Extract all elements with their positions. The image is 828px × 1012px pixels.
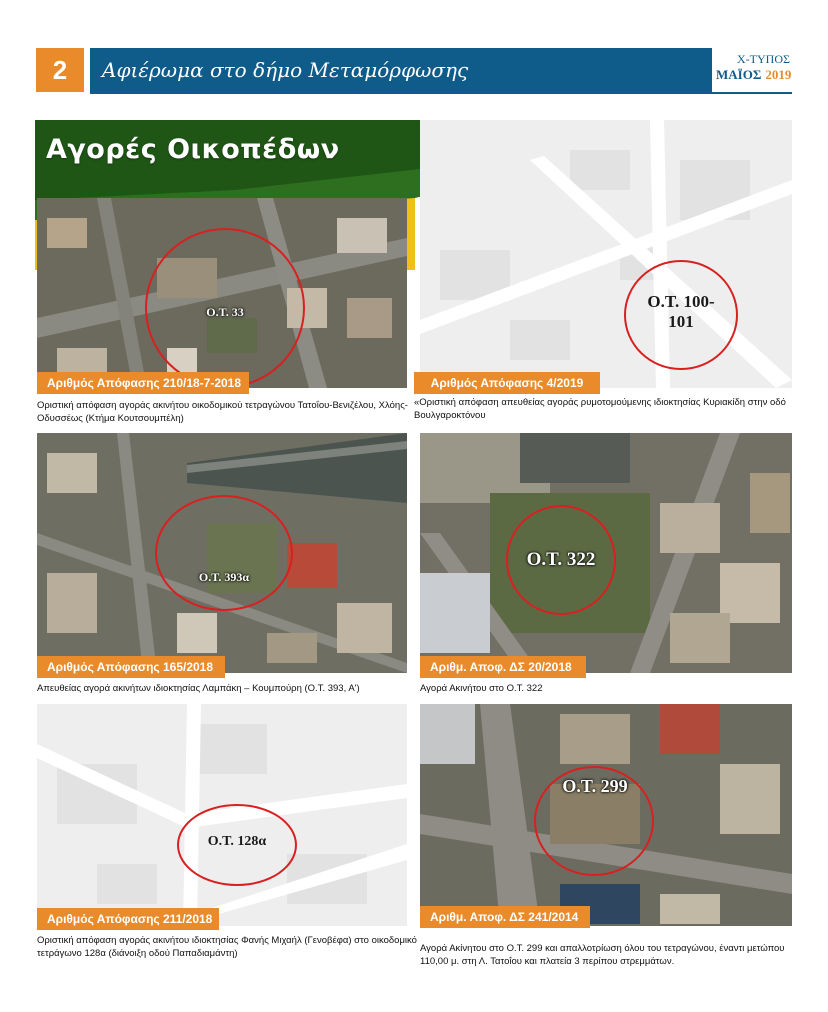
newspaper-brand	[716, 52, 790, 83]
map-panel-ot-393a	[37, 433, 407, 673]
section-title: Αγορές Οικοπέδων	[46, 134, 340, 165]
item-caption: Αγορά Ακινήτου στο Ο.Τ. 322	[420, 683, 543, 694]
item-caption: Οριστική απόφαση αγοράς ακινήτου οικοδομικού τετραγώνου Τατοΐου-Βενιζέλου, Χλόης-Οδυσσέως (Κτήμα Κουτσουμπέλη)	[37, 400, 408, 424]
decision-tag: Αριθμ. Αποφ. ΔΣ 20/2018	[420, 656, 586, 678]
brand-name: Χ-ΤΥΠΟΣ	[737, 52, 790, 66]
ot-label: Ο.Τ. 128α	[207, 834, 267, 849]
ot-label: Ο.Τ. 393α	[198, 570, 250, 584]
page-number: 2	[36, 48, 84, 92]
item-caption: Οριστική απόφαση αγοράς ακινήτου ιδιοκτησίας Φανής Μιχαήλ (Γενοβέφα) στο οικοδομικό τετράγωνο 128α (διάνοιξη οδού Παπαδιαμάντη)	[37, 935, 417, 959]
header-divider	[90, 92, 792, 94]
map-panel-ot-33	[37, 198, 407, 388]
map-panel-ot-299	[420, 704, 792, 926]
ot-label: Ο.Τ. 299	[562, 776, 628, 796]
header-title: Αφιέρωμα στο δήμο Μεταμόρφωσης	[102, 58, 469, 82]
decision-tag: Αριθμός Απόφασης 165/2018	[37, 656, 225, 678]
ot-label: Ο.Τ. 33	[206, 305, 244, 319]
issue-month: ΜΑΪΟΣ	[716, 67, 762, 82]
decision-tag: Αριθμός Απόφασης 210/18-7-2018	[37, 372, 249, 394]
map-panel-ot-128a	[37, 704, 407, 926]
issue-year: 2019	[765, 67, 792, 82]
item-caption: «Οριστική απόφαση απευθείας αγοράς ρυμοτομούμενης ιδιοκτησίας Κυριακίδη στην οδό Βουλγαροκτόνου	[414, 397, 786, 421]
decision-tag: Αριθμός Απόφασης 4/2019	[414, 372, 600, 394]
location-circle	[155, 495, 293, 611]
ot-label: Ο.Τ. 100-101	[647, 292, 715, 331]
issue-date	[716, 67, 790, 83]
street-map-image	[420, 120, 792, 388]
map-panel-ot-100-101	[420, 120, 792, 388]
item-caption: Απευθείας αγορά ακινήτων ιδιοκτησίας Λαμπάκη – Κουμπούρη (Ο.Τ. 393, Α')	[37, 683, 360, 694]
decision-tag: Αριθμός Απόφασης 211/2018	[37, 908, 219, 930]
decision-tag: Αριθμ. Αποφ. ΔΣ 241/2014	[420, 906, 590, 928]
map-panel-ot-322	[420, 433, 792, 673]
header-title-bar	[90, 48, 712, 92]
ot-label: Ο.Τ. 322	[526, 549, 596, 570]
item-caption: Αγορά Ακίνητου στο Ο.Τ. 299 και απαλλοτρίωση όλου του τετραγώνου, έναντι μετώπου 110,00 μ. στη Λ. Τατοΐου και πλατεία 3 περίπου στρεμμάτων.	[420, 943, 785, 967]
